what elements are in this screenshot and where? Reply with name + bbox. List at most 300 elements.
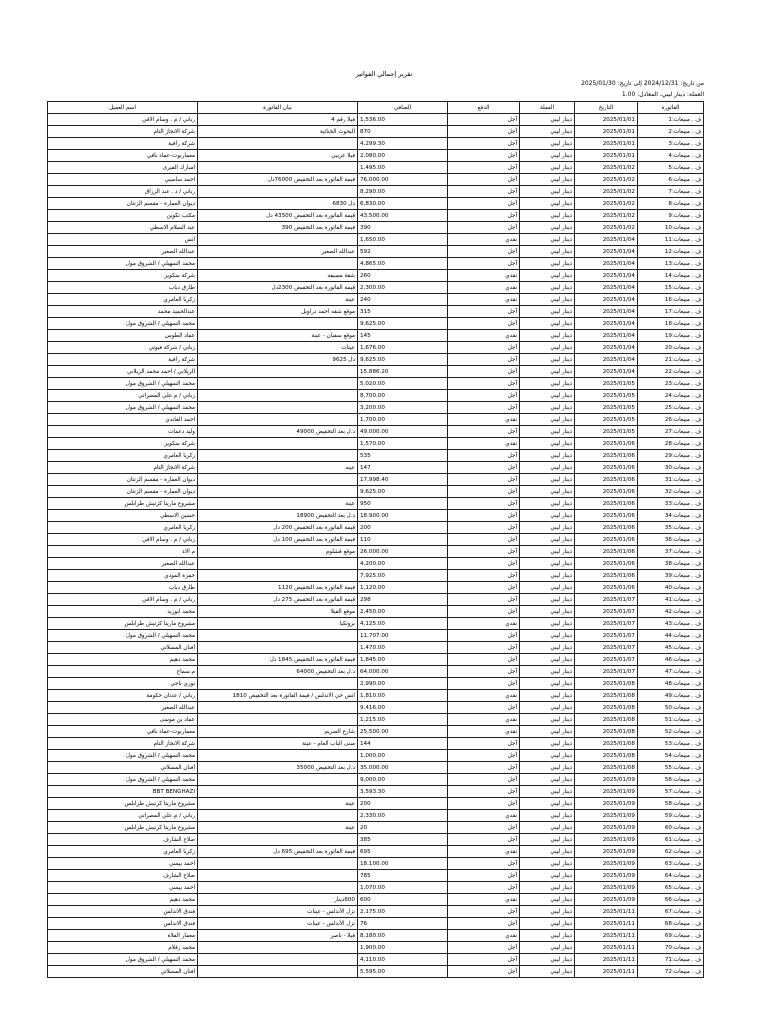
currency-cell: دينار ليبي bbox=[520, 282, 575, 294]
currency-cell: دينار ليبي bbox=[520, 606, 575, 618]
description-cell: قيمة الفاتورة بعد التخفيض 2300دل bbox=[198, 282, 358, 294]
payment-cell: آجل bbox=[448, 966, 520, 978]
net-cell: 1,536.00 bbox=[358, 114, 448, 126]
net-cell: 870 bbox=[358, 126, 448, 138]
invoice-cell: ف . مبيعات:5 bbox=[638, 162, 704, 174]
customer-cell: ديوان العمارة - مقسم الزنتان bbox=[48, 198, 198, 210]
invoice-cell: ف . مبيعات:14 bbox=[638, 270, 704, 282]
currency-cell: دينار ليبي bbox=[520, 570, 575, 582]
invoice-cell: ف . مبيعات:57 bbox=[638, 786, 704, 798]
customer-cell: احمد بيسي bbox=[48, 858, 198, 870]
description-cell: دل 9625 bbox=[198, 354, 358, 366]
invoice-cell: ف . مبيعات:15 bbox=[638, 282, 704, 294]
net-cell: 25,500.00 bbox=[358, 726, 448, 738]
currency-cell: دينار ليبي bbox=[520, 774, 575, 786]
date-cell: 2025/01/06 bbox=[575, 546, 638, 558]
net-cell: 1,845.00 bbox=[358, 654, 448, 666]
currency-cell: دينار ليبي bbox=[520, 942, 575, 954]
description-cell bbox=[198, 474, 358, 486]
payment-cell: آجل bbox=[448, 150, 520, 162]
net-cell: 6,830.00 bbox=[358, 198, 448, 210]
net-cell: 2,450.00 bbox=[358, 606, 448, 618]
table-row bbox=[48, 258, 704, 270]
currency-cell: دينار ليبي bbox=[520, 726, 575, 738]
date-cell: 2025/01/04 bbox=[575, 306, 638, 318]
date-cell: 2025/01/06 bbox=[575, 462, 638, 474]
payment-cell: آجل bbox=[448, 366, 520, 378]
invoice-cell: ف . مبيعات:34 bbox=[638, 510, 704, 522]
payment-cell: نقدي bbox=[448, 930, 520, 942]
currency-cell: دينار ليبي bbox=[520, 918, 575, 930]
invoice-cell: ف . مبيعات:52 bbox=[638, 726, 704, 738]
payment-cell: آجل bbox=[448, 702, 520, 714]
payment-cell: آجل bbox=[448, 882, 520, 894]
customer-cell: طارق دباب bbox=[48, 282, 198, 294]
payment-cell: آجل bbox=[448, 534, 520, 546]
customer-cell: رباني / د . عبد الرزاق bbox=[48, 186, 198, 198]
customer-cell: عماد بن موسى bbox=[48, 714, 198, 726]
table-row bbox=[48, 150, 704, 162]
description-cell: نزل الأندلس - عينات bbox=[198, 906, 358, 918]
payment-cell: نقدي bbox=[448, 726, 520, 738]
currency-cell: دينار ليبي bbox=[520, 954, 575, 966]
table-row bbox=[48, 594, 704, 606]
invoice-cell: ف . مبيعات:49 bbox=[638, 690, 704, 702]
customer-cell: فندق الاندلس bbox=[48, 918, 198, 930]
description-cell: شارع الصريم bbox=[198, 726, 358, 738]
description-cell bbox=[198, 750, 358, 762]
customer-cell: شركة الانجاز التام bbox=[48, 462, 198, 474]
invoice-cell: ف . مبيعات:61 bbox=[638, 834, 704, 846]
net-cell: 2,175.00 bbox=[358, 906, 448, 918]
currency-cell: دينار ليبي bbox=[520, 162, 575, 174]
net-cell: 76,000.00 bbox=[358, 174, 448, 186]
customer-cell: زكريا العامري bbox=[48, 450, 198, 462]
description-cell: 600دينار bbox=[198, 894, 358, 906]
customer-cell: عبدالله الصغير bbox=[48, 246, 198, 258]
invoice-cell: ف . مبيعات:27 bbox=[638, 426, 704, 438]
table-row bbox=[48, 570, 704, 582]
currency-cell: دينار ليبي bbox=[520, 822, 575, 834]
date-cell: 2025/01/11 bbox=[575, 918, 638, 930]
payment-cell: نقدي bbox=[448, 810, 520, 822]
customer-cell: محمد السهيلي / الشروق مول bbox=[48, 258, 198, 270]
currency-cell: دينار ليبي bbox=[520, 366, 575, 378]
net-cell: 11,707.00 bbox=[358, 630, 448, 642]
date-cell: 2025/01/11 bbox=[575, 930, 638, 942]
payment-cell: آجل bbox=[448, 246, 520, 258]
date-cell: 2025/01/07 bbox=[575, 666, 638, 678]
table-row bbox=[48, 462, 704, 474]
currency-cell: دينار ليبي bbox=[520, 498, 575, 510]
date-cell: 2025/01/06 bbox=[575, 498, 638, 510]
table-row bbox=[48, 810, 704, 822]
table-row bbox=[48, 186, 704, 198]
net-cell: 18,100.00 bbox=[358, 858, 448, 870]
invoice-cell: ف . مبيعات:38 bbox=[638, 558, 704, 570]
description-cell bbox=[198, 414, 358, 426]
description-cell: موقع قشلوم bbox=[198, 546, 358, 558]
table-row bbox=[48, 486, 704, 498]
table-row bbox=[48, 198, 704, 210]
customer-cell: عبدالله الصغير bbox=[48, 702, 198, 714]
description-cell bbox=[198, 702, 358, 714]
date-cell: 2025/01/09 bbox=[575, 774, 638, 786]
currency-cell: دينار ليبي bbox=[520, 258, 575, 270]
customer-cell: ديوان العمارة - مقسم الزنتان bbox=[48, 486, 198, 498]
description-cell bbox=[198, 870, 358, 882]
customer-cell: محمد ابوزيد bbox=[48, 606, 198, 618]
currency-cell: دينار ليبي bbox=[520, 210, 575, 222]
table-row bbox=[48, 906, 704, 918]
payment-cell: نقدي bbox=[448, 894, 520, 906]
invoice-cell: ف . مبيعات:4 bbox=[638, 150, 704, 162]
net-cell: 592 bbox=[358, 246, 448, 258]
currency-cell: دينار ليبي bbox=[520, 174, 575, 186]
description-cell bbox=[198, 438, 358, 450]
invoice-cell: ف . مبيعات:44 bbox=[638, 630, 704, 642]
table-row bbox=[48, 954, 704, 966]
table-row bbox=[48, 246, 704, 258]
date-cell: 2025/01/06 bbox=[575, 450, 638, 462]
description-cell: انس حي الاندلس / قيمة الفاتورة بعد التخفيض 1810 bbox=[198, 690, 358, 702]
invoice-cell: ف . مبيعات:50 bbox=[638, 702, 704, 714]
currency-cell: دينار ليبي bbox=[520, 222, 575, 234]
payment-cell: آجل bbox=[448, 186, 520, 198]
net-cell: 5,595.00 bbox=[358, 966, 448, 978]
table-row bbox=[48, 918, 704, 930]
invoice-cell: ف . مبيعات:46 bbox=[638, 654, 704, 666]
table-row bbox=[48, 474, 704, 486]
date-cell: 2025/01/11 bbox=[575, 942, 638, 954]
description-cell bbox=[198, 786, 358, 798]
date-cell: 2025/01/04 bbox=[575, 294, 638, 306]
table-row bbox=[48, 174, 704, 186]
invoice-cell: ف . مبيعات:17 bbox=[638, 306, 704, 318]
invoice-cell: ف . مبيعات:66 bbox=[638, 894, 704, 906]
col-header-currency: العملة bbox=[520, 102, 575, 114]
payment-cell: آجل bbox=[448, 594, 520, 606]
customer-cell: مشروع ماريتا كرتيش طرابلس bbox=[48, 498, 198, 510]
description-cell bbox=[198, 366, 358, 378]
invoice-cell: ف . مبيعات:31 bbox=[638, 474, 704, 486]
payment-cell: آجل bbox=[448, 642, 520, 654]
net-cell: 7,925.00 bbox=[358, 570, 448, 582]
customer-cell: محمد السهيلي / الشروق مول bbox=[48, 750, 198, 762]
currency-cell: دينار ليبي bbox=[520, 738, 575, 750]
table-row bbox=[48, 354, 704, 366]
customer-cell: حمزة المودي bbox=[48, 570, 198, 582]
table-row bbox=[48, 330, 704, 342]
invoice-cell: ف . مبيعات:56 bbox=[638, 774, 704, 786]
invoice-cell: ف . مبيعات:59 bbox=[638, 810, 704, 822]
currency-cell: دينار ليبي bbox=[520, 426, 575, 438]
currency-cell: دينار ليبي bbox=[520, 762, 575, 774]
currency-cell: دينار ليبي bbox=[520, 354, 575, 366]
invoice-cell: ف . مبيعات:10 bbox=[638, 222, 704, 234]
customer-cell: BBT BENGHAZI bbox=[48, 786, 198, 798]
net-cell: 20 bbox=[358, 822, 448, 834]
net-cell: 5,020.00 bbox=[358, 378, 448, 390]
table-row bbox=[48, 294, 704, 306]
net-cell: 385 bbox=[358, 834, 448, 846]
net-cell: 145 bbox=[358, 330, 448, 342]
description-cell: موقع الفيلا bbox=[198, 606, 358, 618]
date-cell: 2025/01/01 bbox=[575, 138, 638, 150]
invoice-cell: ف . مبيعات:71 bbox=[638, 954, 704, 966]
customer-cell: شركة سكوير bbox=[48, 270, 198, 282]
customer-cell: افنان المسلاتي bbox=[48, 642, 198, 654]
payment-cell: آجل bbox=[448, 510, 520, 522]
date-cell: 2025/01/05 bbox=[575, 378, 638, 390]
description-cell bbox=[198, 966, 358, 978]
payment-cell: آجل bbox=[448, 486, 520, 498]
date-cell: 2025/01/01 bbox=[575, 126, 638, 138]
net-cell: 8,180.00 bbox=[358, 930, 448, 942]
table-row bbox=[48, 666, 704, 678]
currency-cell: دينار ليبي bbox=[520, 702, 575, 714]
payment-cell: آجل bbox=[448, 834, 520, 846]
description-cell bbox=[198, 678, 358, 690]
report-title: تقرير إجمالي الفواتير bbox=[355, 70, 413, 78]
net-cell: 785 bbox=[358, 870, 448, 882]
payment-cell: آجل bbox=[448, 390, 520, 402]
currency-cell: دينار ليبي bbox=[520, 654, 575, 666]
table-row bbox=[48, 126, 704, 138]
description-cell: عينة bbox=[198, 498, 358, 510]
customer-cell: شركة راقية bbox=[48, 138, 198, 150]
currency-cell: دينار ليبي bbox=[520, 402, 575, 414]
table-row bbox=[48, 654, 704, 666]
invoice-cell: ف . مبيعات:37 bbox=[638, 546, 704, 558]
net-cell: 1,570.00 bbox=[358, 438, 448, 450]
table-row bbox=[48, 162, 704, 174]
currency-cell: دينار ليبي bbox=[520, 906, 575, 918]
description-cell: قيمة الفاتورة بعد التخفيض 695 دل bbox=[198, 846, 358, 858]
table-row bbox=[48, 762, 704, 774]
customer-cell: معماربوت-عماد باقي bbox=[48, 150, 198, 162]
customer-cell: صلاح الشارف bbox=[48, 834, 198, 846]
invoice-cell: ف . مبيعات:55 bbox=[638, 762, 704, 774]
invoice-cell: ف . مبيعات:60 bbox=[638, 822, 704, 834]
invoice-cell: ف . مبيعات:58 bbox=[638, 798, 704, 810]
description-cell bbox=[198, 450, 358, 462]
customer-cell: محمد السهيلي / الشروق مول bbox=[48, 954, 198, 966]
table-row bbox=[48, 846, 704, 858]
invoice-cell: ف . مبيعات:43 bbox=[638, 618, 704, 630]
customer-cell: محمد السهيلي / الشروق مول bbox=[48, 402, 198, 414]
currency-cell: دينار ليبي bbox=[520, 450, 575, 462]
date-cell: 2025/01/06 bbox=[575, 522, 638, 534]
currency-cell: دينار ليبي bbox=[520, 786, 575, 798]
net-cell: 2,080.00 bbox=[358, 150, 448, 162]
table-row bbox=[48, 522, 704, 534]
net-cell: 9,625.00 bbox=[358, 354, 448, 366]
net-cell: 4,125.00 bbox=[358, 618, 448, 630]
date-cell: 2025/01/06 bbox=[575, 582, 638, 594]
table-row bbox=[48, 222, 704, 234]
currency-cell: دينار ليبي bbox=[520, 834, 575, 846]
description-cell: قيمة الفاتورة بعد التخفيض 1120 bbox=[198, 582, 358, 594]
net-cell: 1,700.00 bbox=[358, 414, 448, 426]
invoice-cell: ف . مبيعات:9 bbox=[638, 210, 704, 222]
customer-cell: زكريا العامري bbox=[48, 846, 198, 858]
currency-cell: دينار ليبي bbox=[520, 642, 575, 654]
payment-cell: نقدي bbox=[448, 234, 520, 246]
currency-cell: دينار ليبي bbox=[520, 390, 575, 402]
customer-cell: معماربوت-عماد باقي bbox=[48, 726, 198, 738]
customer-cell: شركة راقية bbox=[48, 354, 198, 366]
invoice-cell: ف . مبيعات:45 bbox=[638, 642, 704, 654]
currency-cell: دينار ليبي bbox=[520, 474, 575, 486]
invoice-cell: ف . مبيعات:2 bbox=[638, 126, 704, 138]
invoice-cell: ف . مبيعات:68 bbox=[638, 918, 704, 930]
table-row bbox=[48, 786, 704, 798]
net-cell: 4,200.00 bbox=[358, 558, 448, 570]
invoice-cell: ف . مبيعات:23 bbox=[638, 378, 704, 390]
net-cell: 35,000.00 bbox=[358, 762, 448, 774]
net-cell: 1,070.00 bbox=[358, 882, 448, 894]
invoice-cell: ف . مبيعات:47 bbox=[638, 666, 704, 678]
invoice-cell: ف . مبيعات:36 bbox=[638, 534, 704, 546]
net-cell: 4,110.00 bbox=[358, 954, 448, 966]
currency-cell: دينار ليبي bbox=[520, 114, 575, 126]
customer-cell: افنان المسلاتي bbox=[48, 966, 198, 978]
customer-cell: امبارك القيرى bbox=[48, 162, 198, 174]
currency-cell: دينار ليبي bbox=[520, 510, 575, 522]
currency-cell: دينار ليبي bbox=[520, 582, 575, 594]
customer-cell: احمد القاندي bbox=[48, 414, 198, 426]
payment-cell: آجل bbox=[448, 342, 520, 354]
description-cell: قيمة الفاتورة بعد التخفيض 1845 دل bbox=[198, 654, 358, 666]
currency-cell: دينار ليبي bbox=[520, 558, 575, 570]
customer-cell: محمد دهيم bbox=[48, 654, 198, 666]
description-cell: د.ل بعد التخفيض 35000 bbox=[198, 762, 358, 774]
date-cell: 2025/01/09 bbox=[575, 870, 638, 882]
invoice-cell: ف . مبيعات:25 bbox=[638, 402, 704, 414]
payment-cell: نقدي bbox=[448, 294, 520, 306]
currency-cell: دينار ليبي bbox=[520, 462, 575, 474]
payment-cell: آجل bbox=[448, 954, 520, 966]
table-row bbox=[48, 774, 704, 786]
payment-cell: آجل bbox=[448, 918, 520, 930]
date-cell: 2025/01/08 bbox=[575, 762, 638, 774]
payment-cell: نقدي bbox=[448, 846, 520, 858]
description-cell: قيمة الفاتورة بعد التخفيض 100 دل bbox=[198, 534, 358, 546]
invoice-cell: ف . مبيعات:63 bbox=[638, 858, 704, 870]
customer-cell: شركة الانجاز التام bbox=[48, 738, 198, 750]
description-cell: فيلا رقم 4 bbox=[198, 114, 358, 126]
net-cell: 1,900.00 bbox=[358, 942, 448, 954]
payment-cell: آجل bbox=[448, 630, 520, 642]
currency-cell: دينار ليبي bbox=[520, 630, 575, 642]
description-cell: د.ل بعد التخفيض 18900 bbox=[198, 510, 358, 522]
currency-cell: دينار ليبي bbox=[520, 546, 575, 558]
customer-cell: رباني / م.علي المصراتي bbox=[48, 810, 198, 822]
payment-cell: آجل bbox=[448, 654, 520, 666]
date-cell: 2025/01/06 bbox=[575, 510, 638, 522]
table-row bbox=[48, 798, 704, 810]
customer-cell: صلاح الشارف bbox=[48, 870, 198, 882]
description-cell: عينة bbox=[198, 294, 358, 306]
customer-cell: انس bbox=[48, 234, 198, 246]
currency-cell: دينار ليبي bbox=[520, 342, 575, 354]
net-cell: 200 bbox=[358, 798, 448, 810]
currency-cell: دينار ليبي bbox=[520, 714, 575, 726]
invoice-cell: ف . مبيعات:32 bbox=[638, 486, 704, 498]
customer-cell: رباني / م . وسام الاقي bbox=[48, 114, 198, 126]
payment-cell: نقدي bbox=[448, 330, 520, 342]
invoice-cell: ف . مبيعات:33 bbox=[638, 498, 704, 510]
date-cell: 2025/01/04 bbox=[575, 354, 638, 366]
table-row bbox=[48, 750, 704, 762]
date-cell: 2025/01/04 bbox=[575, 234, 638, 246]
table-row bbox=[48, 390, 704, 402]
customer-cell: م الاء bbox=[48, 546, 198, 558]
currency-cell: دينار ليبي bbox=[520, 666, 575, 678]
description-cell bbox=[198, 234, 358, 246]
date-cell: 2025/01/07 bbox=[575, 642, 638, 654]
payment-cell: آجل bbox=[448, 906, 520, 918]
net-cell: 2,990.00 bbox=[358, 678, 448, 690]
currency-cell: دينار ليبي bbox=[520, 138, 575, 150]
table-row bbox=[48, 498, 704, 510]
payment-cell: آجل bbox=[448, 174, 520, 186]
payment-cell: آجل bbox=[448, 738, 520, 750]
date-cell: 2025/01/08 bbox=[575, 678, 638, 690]
date-cell: 2025/01/09 bbox=[575, 810, 638, 822]
table-row bbox=[48, 282, 704, 294]
invoice-cell: ف . مبيعات:20 bbox=[638, 342, 704, 354]
table-row bbox=[48, 114, 704, 126]
description-cell: نزل الأندلس - عينات bbox=[198, 918, 358, 930]
payment-cell: آجل bbox=[448, 570, 520, 582]
payment-cell: آجل bbox=[448, 558, 520, 570]
net-cell: 298 bbox=[358, 594, 448, 606]
table-row bbox=[48, 894, 704, 906]
date-cell: 2025/01/04 bbox=[575, 318, 638, 330]
description-cell bbox=[198, 258, 358, 270]
invoice-cell: ف . مبيعات:62 bbox=[638, 846, 704, 858]
col-header-customer: اسم العميل bbox=[48, 102, 198, 114]
table-row bbox=[48, 630, 704, 642]
date-cell: 2025/01/08 bbox=[575, 726, 638, 738]
payment-cell: نقدي bbox=[448, 414, 520, 426]
net-cell: 9,416.00 bbox=[358, 702, 448, 714]
payment-cell: آجل bbox=[448, 750, 520, 762]
date-cell: 2025/01/07 bbox=[575, 654, 638, 666]
table-row bbox=[48, 510, 704, 522]
currency-cell: دينار ليبي bbox=[520, 678, 575, 690]
description-cell: عينه bbox=[198, 462, 358, 474]
customer-cell: رباني / شركة فيوتي bbox=[48, 342, 198, 354]
currency-cell: دينار ليبي bbox=[520, 618, 575, 630]
net-cell: 2,300.00 bbox=[358, 282, 448, 294]
table-row bbox=[48, 306, 704, 318]
date-cell: 2025/01/04 bbox=[575, 330, 638, 342]
table-row bbox=[48, 726, 704, 738]
invoice-cell: ف . مبيعات:7 bbox=[638, 186, 704, 198]
table-row bbox=[48, 366, 704, 378]
date-cell: 2025/01/05 bbox=[575, 402, 638, 414]
description-cell bbox=[198, 486, 358, 498]
customer-cell: شركة سكوير bbox=[48, 438, 198, 450]
net-cell: 315 bbox=[358, 306, 448, 318]
description-cell: دل 6830 bbox=[198, 198, 358, 210]
table-row bbox=[48, 558, 704, 570]
invoice-cell: ف . مبيعات:54 bbox=[638, 750, 704, 762]
net-cell: 49,000.00 bbox=[358, 426, 448, 438]
